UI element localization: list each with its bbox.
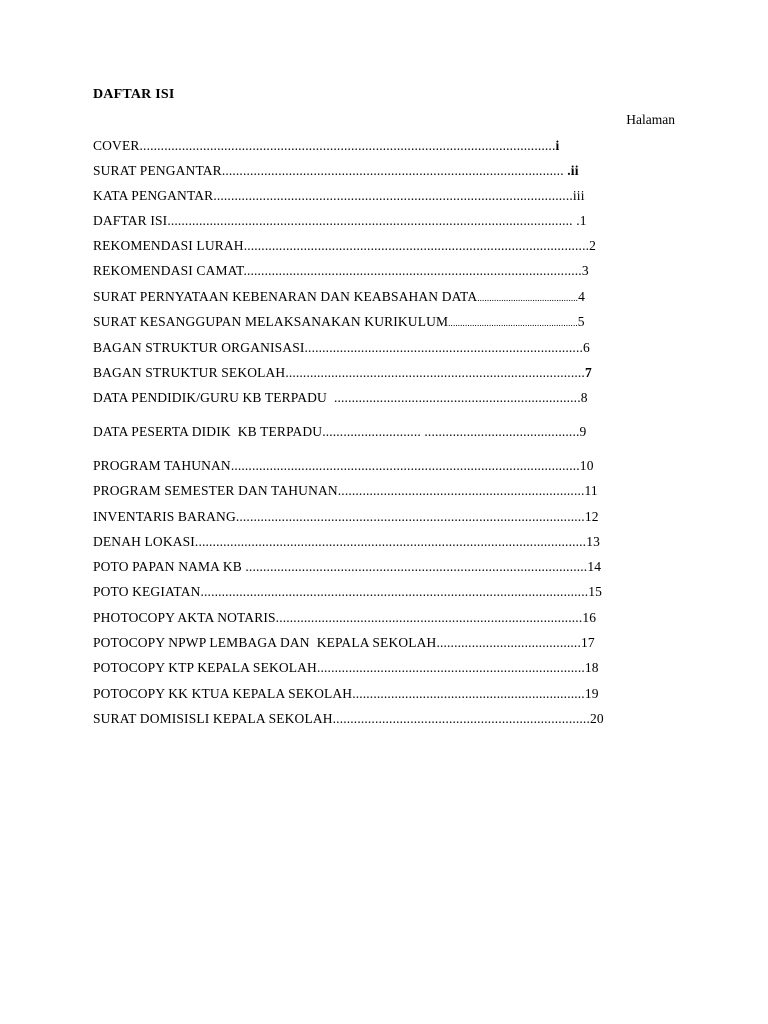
toc-leader-dots: ...................................................................................................... [213,188,573,203]
toc-entry-label: SURAT PENGANTAR [93,163,222,178]
toc-entry-page: 20 [589,711,604,726]
toc-entry-page: 2 [589,238,597,253]
toc-leader-dots: ................................................................................................. [221,163,568,178]
toc-entry [93,685,599,703]
toc-entry-label: PROGRAM SEMESTER DAN TAHUNAN [93,483,338,498]
toc-entry [93,659,599,677]
toc-entry [93,634,595,652]
toc-entry [93,423,586,441]
toc-leader-dots: .................................................................................................. [243,238,590,253]
toc-entry [93,137,559,155]
toc-leader-dots: ...................................................... [448,318,578,328]
toc-entry-page: 19 [584,686,599,701]
toc-entry-page: i [555,138,560,153]
toc-entry [93,212,587,230]
toc-entry-page: .1 [576,213,587,228]
toc-entry-page: 6 [583,340,590,355]
toc-leader-dots: ............................................................................ [316,660,585,675]
toc-entry-label: SURAT DOMISISLI KEPALA SEKOLAH [93,711,333,726]
toc-entry [93,710,604,728]
toc-entry-page: 18 [584,660,599,675]
toc-entry [93,482,598,500]
toc-leader-dots: ............................ ............................................ [322,424,580,439]
toc-entry-label: POTOCOPY KTP KEPALA SEKOLAH [93,660,317,675]
toc-entry [93,288,585,306]
toc-leader-dots: .................................................................. [352,686,585,701]
toc-leader-dots: ............................................................................................................... [194,534,587,549]
toc-entry-page: 11 [584,483,598,498]
toc-entry-page: 5 [577,314,585,329]
toc-entry-page: 16 [582,610,597,625]
toc-entry-label: DAFTAR ISI [93,213,168,228]
toc-entry-label: POTO KEGIATAN [93,584,201,599]
toc-entry-page: 4 [578,289,585,304]
toc-entry-label: DATA PESERTA DIDIK KB TERPADU [93,424,323,439]
toc-entry-label: SURAT PERNYATAAN KEBENARAN DAN KEABSAHAN DATA [93,289,478,304]
toc-entry [93,237,596,255]
toc-leader-dots: .......................................... [477,293,579,303]
toc-entry-page: .ii [567,163,579,178]
toc-leader-dots: ...................................................................... [337,483,585,498]
toc-entry-label: POTOCOPY NPWP LEMBAGA DAN KEPALA SEKOLAH [93,635,437,650]
toc-entry [93,508,599,526]
toc-entry-label: POTO PAPAN NAMA KB [93,559,246,574]
toc-entry [93,583,602,601]
toc-entry [93,558,601,576]
toc-leader-dots: ....................................................................................... [275,610,583,625]
toc-leader-dots: ................................................................................................... [235,509,585,524]
toc-entry-page: iii [572,188,585,203]
toc-entry-page: 15 [588,584,603,599]
toc-leader-dots: ...................................................................................................................... [139,138,556,153]
toc-leader-dots: ............................................................................... [304,340,584,355]
toc-entry-label: KATA PENGANTAR [93,188,214,203]
toc-entry [93,262,589,280]
toc-entry [93,339,590,357]
toc-entry [93,162,579,180]
toc-entry-page: 17 [580,635,595,650]
toc-entry-label: SURAT KESANGGUPAN MELAKSANAKAN KURIKULUM [93,314,449,329]
page-column-label: Halaman [626,112,675,127]
toc-entry-label: BAGAN STRUKTUR SEKOLAH [93,365,286,380]
toc-entry-page: 13 [586,534,601,549]
toc-leader-dots: ......................................... [436,635,581,650]
toc-entry-page: 9 [579,424,587,439]
toc-leader-dots: ................................................................................................................... [167,213,577,228]
toc-entry-page: 7 [584,365,592,380]
document-title: DAFTAR ISI [93,87,175,102]
toc-entry-label: DATA PENDIDIK/GURU KB TERPADU [93,390,334,405]
toc-entry [93,389,588,407]
toc-entry-label: INVENTARIS BARANG [93,509,236,524]
toc-entry-label: REKOMENDASI LURAH [93,238,244,253]
toc-leader-dots: .............................................................................................................. [200,584,589,599]
toc-leader-dots: ..................................................................................... [285,365,585,380]
toc-entry-page: 3 [581,263,589,278]
toc-leader-dots: ................................................................................................ [243,263,582,278]
toc-entry-page: 10 [579,458,594,473]
toc-leader-dots: ................................................................................................. [245,559,588,574]
toc-entry-page: 14 [587,559,602,574]
toc-entry [93,313,585,331]
toc-leader-dots: ...................................................................... [333,390,581,405]
toc-entry-label: PROGRAM TAHUNAN [93,458,231,473]
toc-entry [93,457,594,475]
toc-entry-label: POTOCOPY KK KTUA KEPALA SEKOLAH [93,686,353,701]
toc-entry-page: 12 [584,509,599,524]
toc-entry-label: BAGAN STRUKTUR ORGANISASI [93,340,305,355]
toc-entry-page: 8 [580,390,588,405]
toc-leader-dots: ......................................................................... [332,711,590,726]
toc-entry [93,533,600,551]
toc-entry-label: PHOTOCOPY AKTA NOTARIS [93,610,276,625]
toc-entry [93,364,592,382]
toc-leader-dots: ................................................................................................... [230,458,580,473]
toc-entry-label: DENAH LOKASI [93,534,195,549]
toc-entry [93,609,596,627]
toc-entry [93,187,585,205]
toc-entry-label: COVER [93,138,140,153]
toc-entry-label: REKOMENDASI CAMAT [93,263,244,278]
